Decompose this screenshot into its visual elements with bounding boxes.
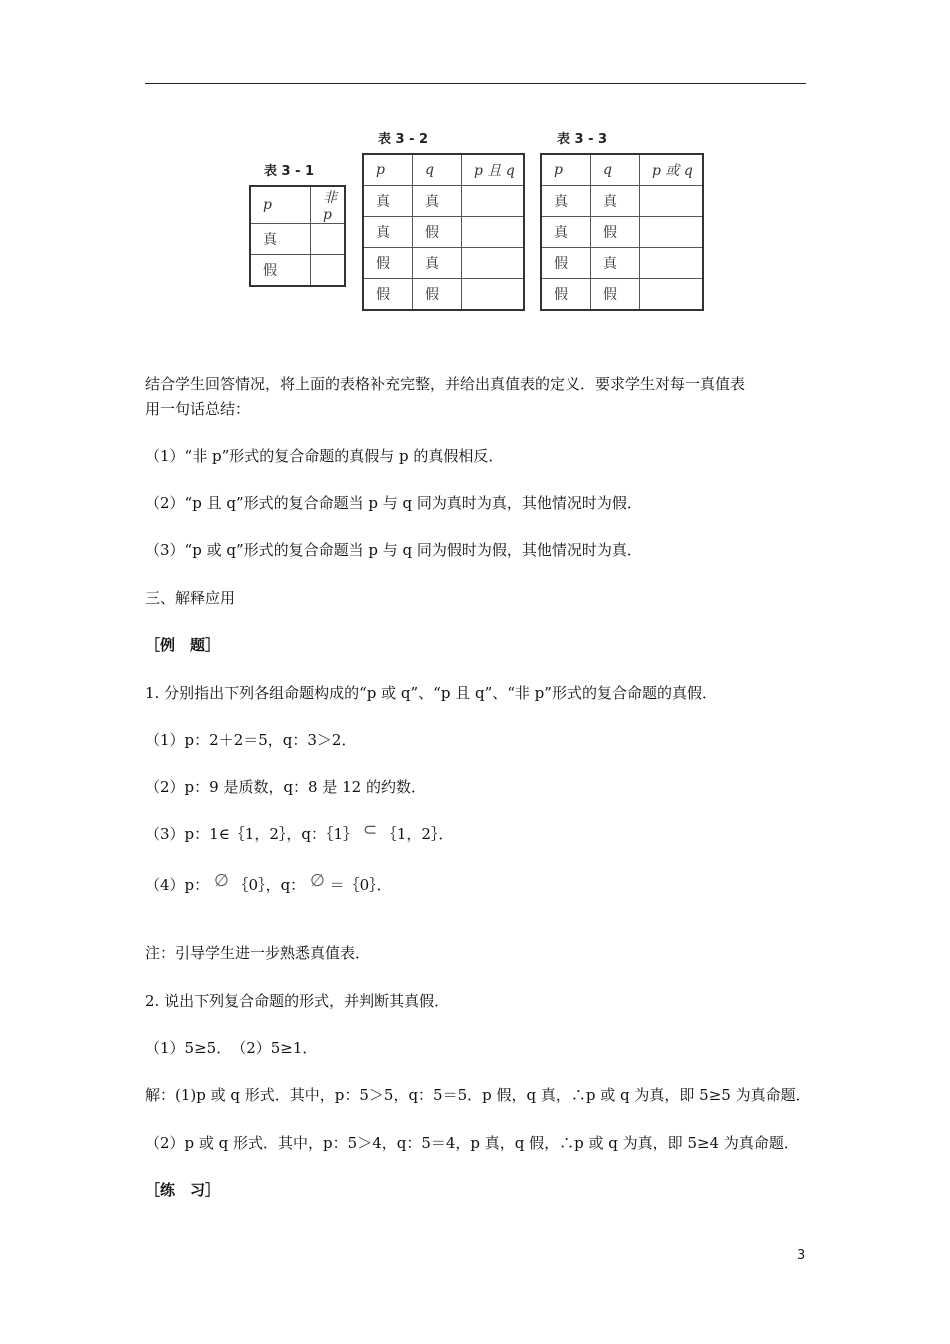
example-1-item-3-part-1: （3）p：1∈｛1，2｝，q：｛1｝ <box>145 825 359 843</box>
truth-table-p-and-q <box>362 153 525 311</box>
table-header-cell: q <box>591 154 640 186</box>
table-3-3-caption: 表 3 - 3 <box>557 132 608 147</box>
summary-item-3: （3）“p 或 q”形式的复合命题当 p 与 q 同为假时为假，其他情况时为真． <box>145 541 642 559</box>
table-cell <box>640 217 704 248</box>
table-cell: 真 <box>541 217 591 248</box>
subset-symbol: ⊂ <box>362 820 378 840</box>
example-1-item-4 <box>145 871 392 896</box>
table-cell: 假 <box>363 248 413 279</box>
intro-paragraph-line-1: 结合学生回答情况，将上面的表格补充完整，并给出真值表的定义．要求学生对每一真值表 <box>145 375 746 393</box>
example-2-prompt: 2. 说出下列复合命题的形式，并判断其真假． <box>145 992 450 1010</box>
table-cell <box>640 279 704 311</box>
table-cell: 假 <box>250 255 311 287</box>
section-heading: 三、解释应用 <box>145 589 236 607</box>
solution-line-2: （2）p 或 q 形式．其中，p：5＞4，q：5＝4，p 真，q 假，∴p 或 q 为真，即 5≥4 为真命题． <box>145 1134 799 1152</box>
table-3-1-caption: 表 3 - 1 <box>264 164 315 179</box>
table-cell: 真 <box>363 217 413 248</box>
table-row <box>541 217 703 248</box>
table-header-cell: p 且 q <box>462 154 525 186</box>
empty-set-symbol: ∅ <box>309 871 325 891</box>
table-cell: 真 <box>250 224 311 255</box>
table-cell: 假 <box>413 279 462 311</box>
table-cell: 假 <box>413 217 462 248</box>
table-row <box>541 279 703 311</box>
example-1-item-3 <box>145 820 454 845</box>
table-cell: 真 <box>363 186 413 217</box>
note-text: 注：引导学生进一步熟悉真值表． <box>145 944 371 962</box>
table-header-cell: q <box>413 154 462 186</box>
example-1-item-4-part-1: （4）p： <box>145 876 210 894</box>
table-cell: 真 <box>591 186 640 217</box>
page-number: 3 <box>797 1248 806 1263</box>
example-2-items: （1）5≥5． （2）5≥1． <box>145 1039 318 1057</box>
table-cell <box>462 248 525 279</box>
truth-table-not-p <box>249 185 346 287</box>
table-cell <box>462 217 525 248</box>
summary-item-1: （1）“非 p”形式的复合命题的真假与 p 的真假相反． <box>145 447 504 465</box>
intro-paragraph-line-2: 用一句话总结： <box>145 400 251 418</box>
table-header-cell: 非 p <box>311 186 346 224</box>
example-heading: ［例 题］ <box>145 636 221 654</box>
example-1-item-1: （1）p：2＋2＝5，q：3＞2． <box>145 731 357 749</box>
table-cell: 假 <box>363 279 413 311</box>
table-cell: 假 <box>591 279 640 311</box>
example-1-item-3-part-2: ｛1，2｝． <box>381 825 454 843</box>
empty-set-symbol: ∅ <box>213 871 229 891</box>
summary-item-2: （2）“p 且 q”形式的复合命题当 p 与 q 同为真时为真，其他情况时为假． <box>145 494 642 512</box>
table-row <box>250 255 345 287</box>
table-cell <box>640 186 704 217</box>
example-1-prompt: 1. 分别指出下列各组命题构成的“p 或 q”、“p 且 q”、“非 p”形式的复合命题的真假． <box>145 684 717 702</box>
table-cell <box>640 248 704 279</box>
example-1-item-4-part-3: ＝｛0｝． <box>329 876 392 894</box>
table-cell: 真 <box>413 186 462 217</box>
table-header-cell: p <box>541 154 591 186</box>
truth-table-p-or-q <box>540 153 704 311</box>
table-cell: 真 <box>413 248 462 279</box>
table-cell: 假 <box>591 217 640 248</box>
practice-heading: ［练 习］ <box>145 1181 221 1199</box>
table-row <box>363 186 524 217</box>
table-row <box>541 248 703 279</box>
table-3-2-caption: 表 3 - 2 <box>378 132 429 147</box>
table-row <box>363 217 524 248</box>
table-row <box>250 224 345 255</box>
table-cell <box>462 279 525 311</box>
table-row <box>363 248 524 279</box>
table-cell <box>462 186 525 217</box>
table-header-cell: p 或 q <box>640 154 704 186</box>
table-cell <box>311 255 346 287</box>
table-header-cell: p <box>250 186 311 224</box>
table-header-cell: p <box>363 154 413 186</box>
table-cell: 真 <box>591 248 640 279</box>
solution-line-1: 解：(1)p 或 q 形式．其中，p：5＞5，q：5＝5．p 假，q 真，∴p 或 q 为真，即 5≥5 为真命题． <box>145 1086 811 1104</box>
table-cell: 假 <box>541 248 591 279</box>
table-row <box>541 186 703 217</box>
table-cell <box>311 224 346 255</box>
table-cell: 假 <box>541 279 591 311</box>
header-rule <box>145 83 806 84</box>
table-cell: 真 <box>541 186 591 217</box>
table-row <box>363 279 524 311</box>
example-1-item-4-part-2: ｛0｝，q： <box>233 876 306 894</box>
example-1-item-2: （2）p：9 是质数，q：8 是 12 的约数． <box>145 778 426 796</box>
